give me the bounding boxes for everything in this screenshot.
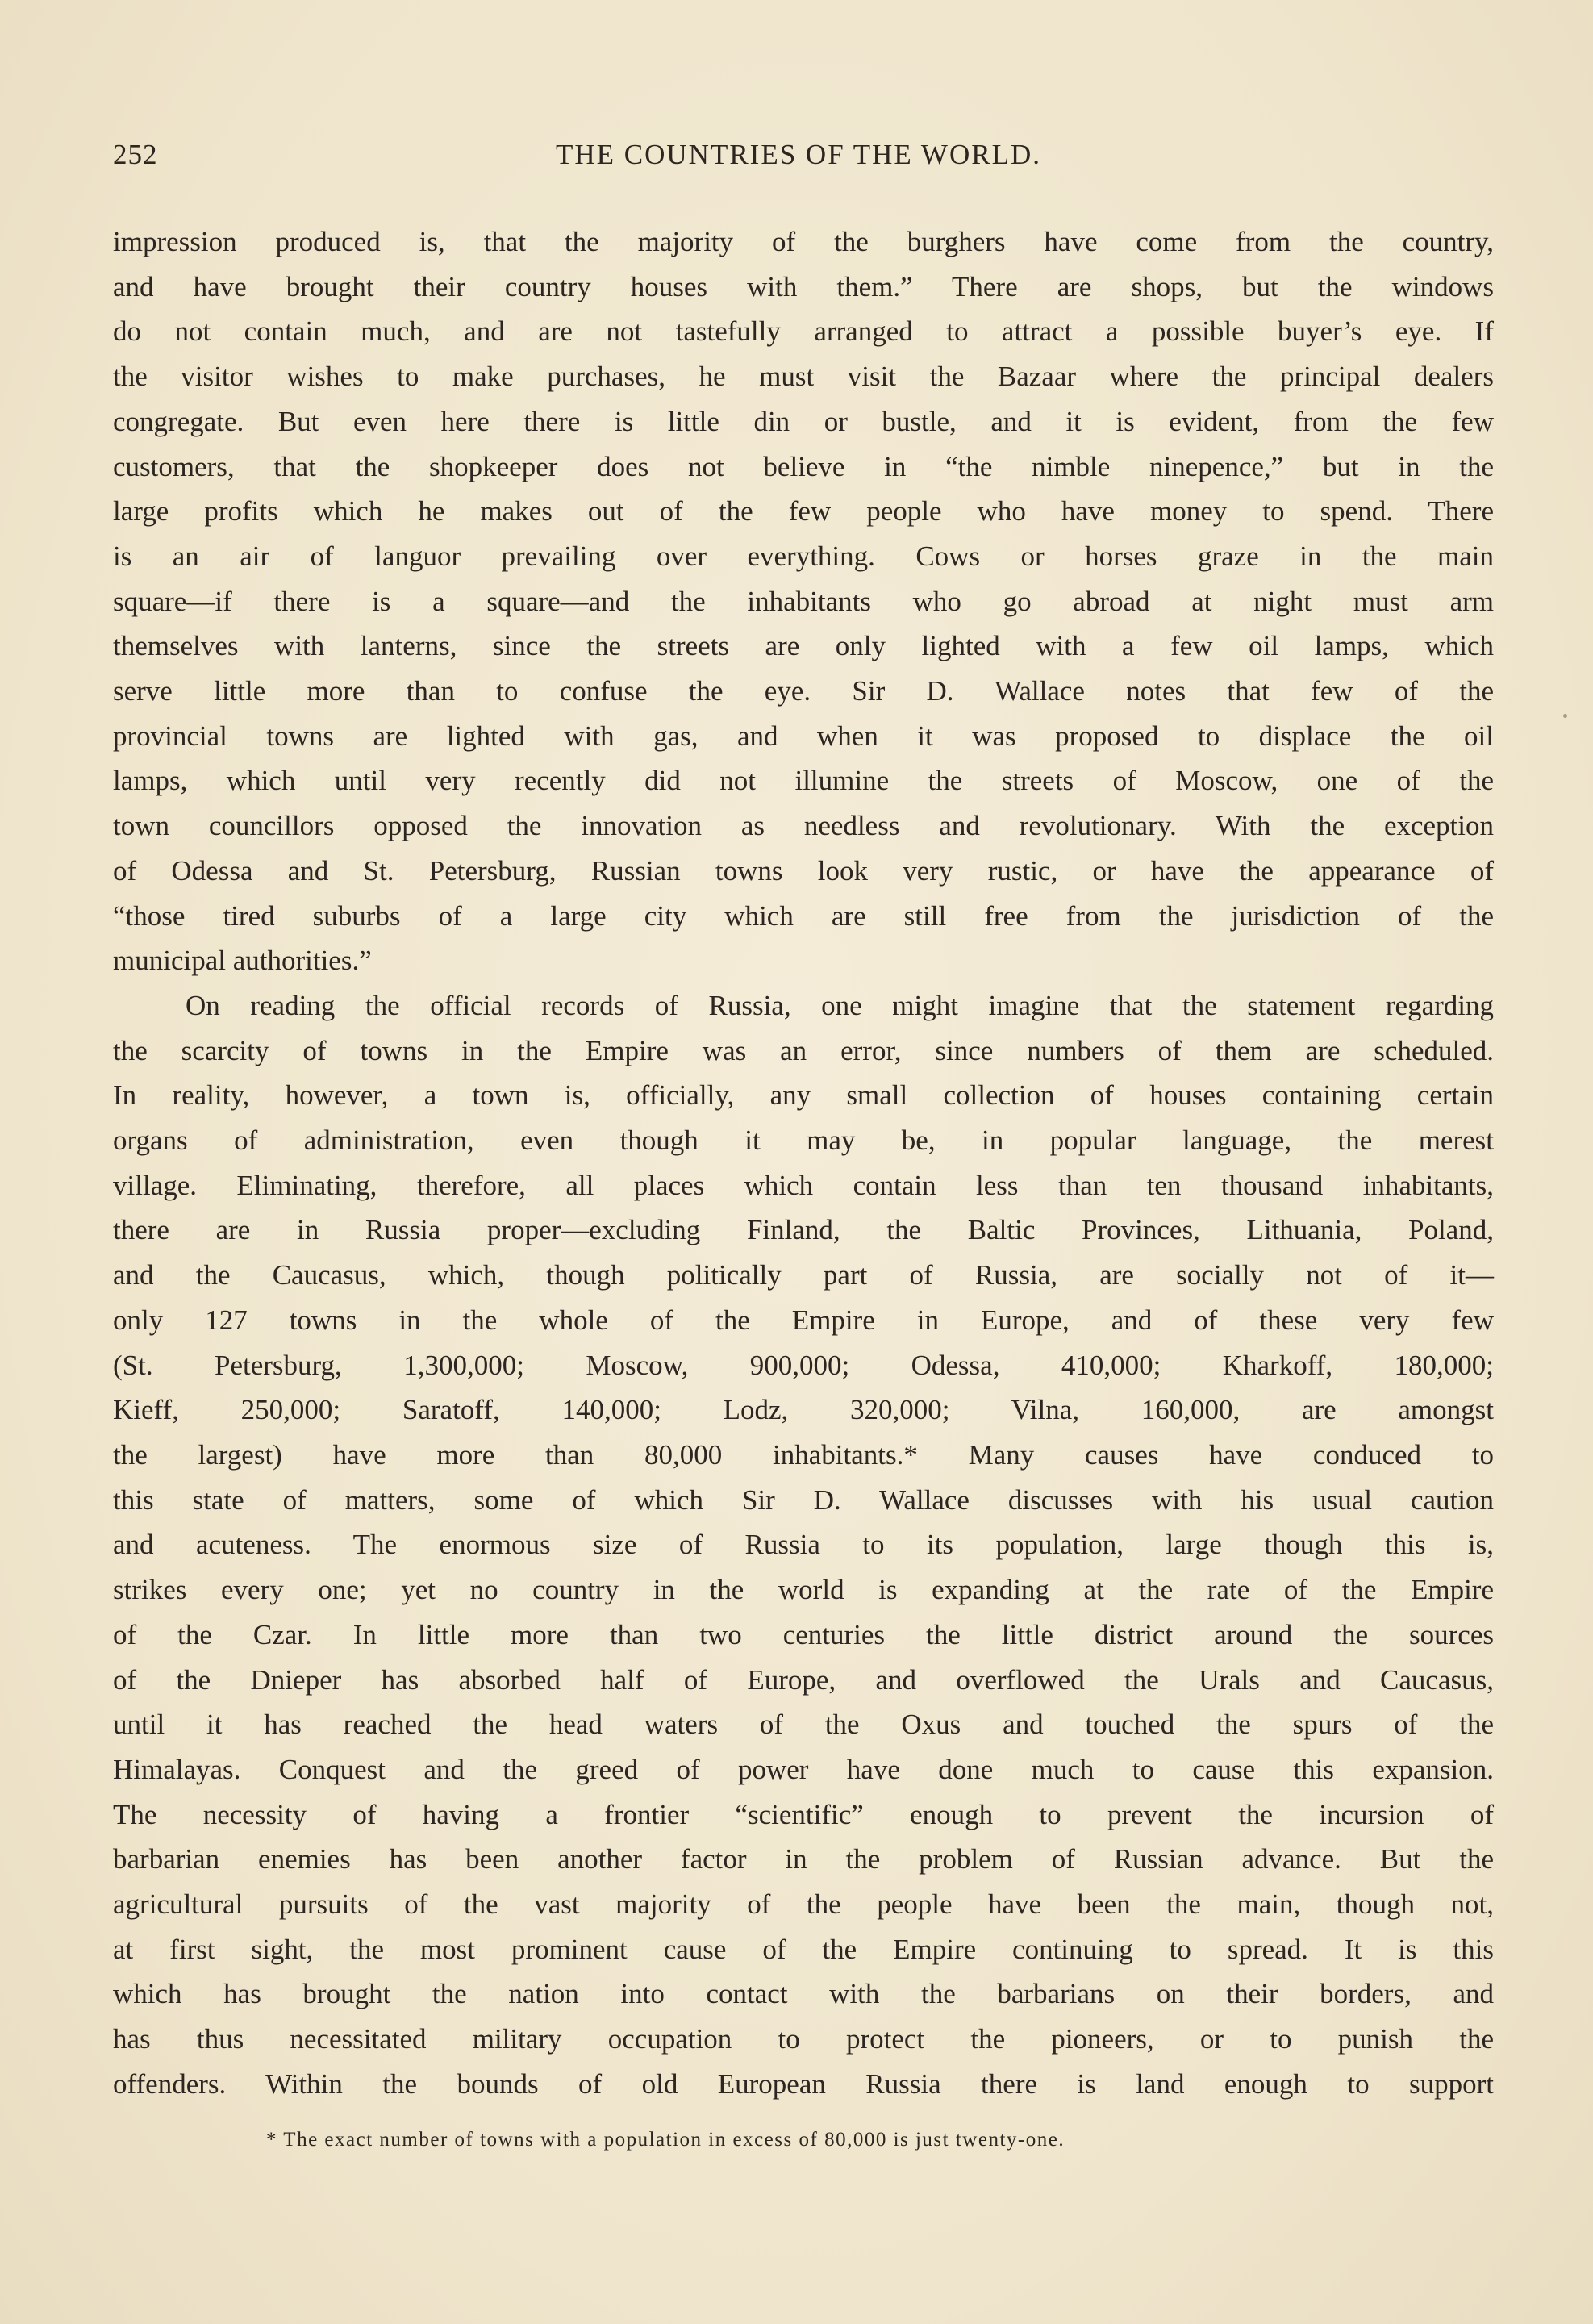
text-line: has thus necessitated military occupation to protect the pioneers, or to punish the bbox=[113, 2023, 1494, 2055]
text-line: offenders. Within the bounds of old European Russia there is land enough to support bbox=[113, 2067, 1494, 2100]
paragraph-1 bbox=[113, 219, 1494, 983]
text-line: large profits which he makes out of the few people who have money to spend. There bbox=[113, 495, 1494, 528]
text-line: themselves with lanterns, since the streets are only lighted with a few oil lamps, which bbox=[113, 630, 1494, 662]
text-line: Himalayas. Conquest and the greed of power have done much to cause this expansion. bbox=[113, 1753, 1494, 1785]
text-line: strikes every one; yet no country in the world is expanding at the rate of the Empire bbox=[113, 1574, 1494, 1606]
text-line: do not contain much, and are not tastefully arranged to attract a possible buyer’s eye. If bbox=[113, 315, 1494, 348]
text-line: agricultural pursuits of the vast majority of the people have been the main, though not, bbox=[113, 1888, 1494, 1921]
text-line: the largest) have more than 80,000 inhabitants.* Many causes have conduced to bbox=[113, 1438, 1494, 1471]
text-line: of Odessa and St. Petersburg, Russian towns look very rustic, or have the appearance of bbox=[113, 854, 1494, 887]
text-line: the visitor wishes to make purchases, he must visit the Bazaar where the principal dealers bbox=[113, 361, 1494, 393]
text-line: “those tired suburbs of a large city which are still free from the jurisdiction of the bbox=[113, 899, 1494, 932]
text-line: at first sight, the most prominent cause of the Empire continuing to spread. It is this bbox=[113, 1933, 1494, 1965]
footnote: * The exact number of towns with a population in excess of 80,000 is just twenty-one. bbox=[266, 2129, 1065, 2151]
text-line: barbarian enemies has been another factor in the problem of Russian advance. But the bbox=[113, 1843, 1494, 1875]
text-line: municipal authorities.” bbox=[113, 945, 372, 977]
text-line: village. Eliminating, therefore, all places which contain less than ten thousand inhabitants, bbox=[113, 1169, 1494, 1201]
paragraph-2 bbox=[113, 983, 1494, 2107]
page-body bbox=[113, 219, 1494, 2107]
text-line: is an air of languor prevailing over everything. Cows or horses graze in the main bbox=[113, 540, 1494, 572]
text-line: this state of matters, some of which Sir D. Wallace discusses with his usual caution bbox=[113, 1483, 1494, 1516]
text-line: and the Caucasus, which, though politically part of Russia, are socially not of it— bbox=[113, 1259, 1494, 1291]
text-line: serve little more than to confuse the eye. Sir D. Wallace notes that few of the bbox=[113, 675, 1494, 707]
text-line: which has brought the nation into contact with the barbarians on their borders, and bbox=[113, 1978, 1494, 2010]
paper-speck bbox=[1563, 714, 1567, 718]
text-line: there are in Russia proper—excluding Finland, the Baltic Provinces, Lithuania, Poland, bbox=[113, 1214, 1494, 1246]
text-line: and have brought their country houses with them.” There are shops, but the windows bbox=[113, 270, 1494, 302]
text-line: congregate. But even here there is little din or bustle, and it is evident, from the few bbox=[113, 405, 1494, 437]
running-title: THE COUNTRIES OF THE WORLD. bbox=[555, 139, 1041, 170]
text-line: until it has reached the head waters of the Oxus and touched the spurs of the bbox=[113, 1709, 1494, 1741]
text-line: (St. Petersburg, 1,300,000; Moscow, 900,000; Odessa, 410,000; Kharkoff, 180,000; bbox=[113, 1349, 1494, 1381]
text-line: provincial towns are lighted with gas, and when it was proposed to displace the oil bbox=[113, 720, 1494, 752]
text-line: lamps, which until very recently did not illumine the streets of Moscow, one of the bbox=[113, 765, 1494, 797]
text-line: impression produced is, that the majority of the burghers have come from the country, bbox=[113, 226, 1494, 257]
text-line: Kieff, 250,000; Saratoff, 140,000; Lodz, 320,000; Vilna, 160,000, are amongst bbox=[113, 1394, 1494, 1426]
text-line: and acuteness. The enormous size of Russia to its population, large though this is, bbox=[113, 1529, 1494, 1561]
text-line: of the Czar. In little more than two centuries the little district around the sources bbox=[113, 1618, 1494, 1650]
text-line: organs of administration, even though it may be, in popular language, the merest bbox=[113, 1124, 1494, 1157]
text-line: of the Dnieper has absorbed half of Europe, and overflowed the Urals and Caucasus, bbox=[113, 1663, 1494, 1696]
page-number: 252 bbox=[113, 139, 158, 170]
text-line: square—if there is a square—and the inhabitants who go abroad at night must arm bbox=[113, 585, 1494, 617]
text-line: On reading the official records of Russia, one might imagine that the statement regarding bbox=[186, 989, 1494, 1021]
text-line: only 127 towns in the whole of the Empire in Europe, and of these very few bbox=[113, 1304, 1494, 1336]
page-header bbox=[113, 139, 1484, 179]
text-line: town councillors opposed the innovation as needless and revolutionary. With the exception bbox=[113, 810, 1494, 842]
text-line: The necessity of having a frontier “scientific” enough to prevent the incursion of bbox=[113, 1798, 1494, 1830]
text-line: In reality, however, a town is, officially, any small collection of houses containing certain bbox=[113, 1079, 1494, 1112]
text-line: customers, that the shopkeeper does not believe in “the nimble ninepence,” but in the bbox=[113, 450, 1494, 482]
text-line: the scarcity of towns in the Empire was an error, since numbers of them are scheduled. bbox=[113, 1034, 1494, 1066]
